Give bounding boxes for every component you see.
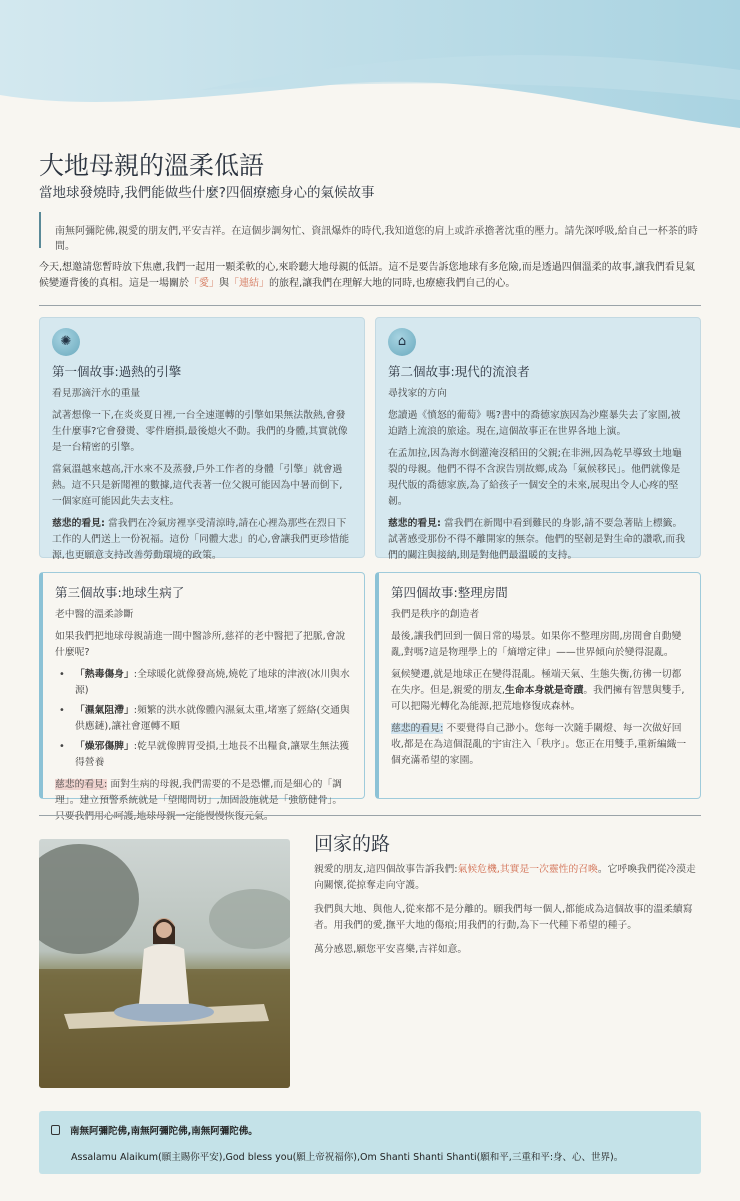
story-card-2 xyxy=(375,317,701,561)
story-paragraph: 在孟加拉,因為海水倒灌淹沒稻田的父親;在非洲,因為乾旱導致土地龜裂的母親。他們不得不含淚告別故鄉,成為「氣候移民」。他們就像是現代版的喬德家族,為了給孩子一個安全的未來,展現出令人心疼的堅韌。 xyxy=(388,448,682,507)
story-tagline: 尋找家的方向 xyxy=(388,388,447,399)
page-subtitle: 當地球發燒時,我們能做些什麼?四個療癒身心的氣候故事 xyxy=(39,185,375,201)
intro-paragraph: 今天,想邀請您暫時放下焦慮,我們一起用一顆柔軟的心,來聆聽大地母親的低語。這不是要告訴您地球有多危險,而是透過四個溫柔的故事,讓我們看見氣候變遷背後的真相。這是一場關於「愛」與「連結」的旅程,讓我們在理解大地的同時,也療癒我們自己的心。 xyxy=(39,262,695,289)
blessing-footer xyxy=(39,1111,701,1174)
list-item: • 「熱毒傷身」:全球暖化就像發高燒,燒乾了地球的津液(冰川與水源) xyxy=(55,667,352,699)
page-title: 大地母親的溫柔低語 xyxy=(39,151,265,180)
blessing-multifaith: Assalamu Alaikum(願主賜你平安),God bless you(願上帝祝福你),Om Shanti Shanti Shanti(願和平,三重和平:身、心、世界)。 xyxy=(71,1152,624,1163)
story-tagline: 看見那滴汗水的重量 xyxy=(52,388,141,399)
divider xyxy=(39,815,701,816)
story-card-4 xyxy=(375,572,701,799)
story-paragraph: 當氣溫越來越高,汗水來不及蒸發,戶外工作者的身體「引擎」就會過熱。這不只是新聞裡的數據,這代表著一位父親可能因為中暑而倒下,一個家庭可能因此失去支柱。 xyxy=(52,464,343,507)
header-wave-decoration xyxy=(0,0,740,135)
story-tagline: 老中醫的溫柔診斷 xyxy=(55,609,134,620)
story-card-1 xyxy=(39,317,365,561)
story-paragraph: 如果我們把地球母親請進一間中醫診所,慈祥的老中醫把了把脈,會說什麼呢? xyxy=(55,631,346,658)
story-card-3 xyxy=(39,572,365,822)
home-heart-icon: ⌂ xyxy=(388,328,416,356)
story-insight: 慈悲的看見: 當我們在冷氣房裡享受清涼時,請在心裡為那些在烈日下工作的人們送上一份祝福。這份「同體大悲」的心,會讓我們更珍惜能源,也更願意支持改善勞動環境的政策。 xyxy=(52,518,350,561)
story-paragraph: 氣候變遷,就是地球正在變得混亂。極端天氣、生態失衡,彷彿一切都在失序。但是,親愛的朋友,生命本身就是奇蹟。我們擁有智慧與雙手,可以把陽光轉化為能源,把荒地修復成森林。 xyxy=(391,669,685,712)
section-title: 回家的路 xyxy=(314,833,391,855)
note-icon xyxy=(51,1125,60,1135)
story-paragraph: 最後,讓我們回到一個日常的場景。如果你不整理房間,房間會自動變亂,對嗎?這是物理學上的「熵增定律」——世界傾向於變得混亂。 xyxy=(391,631,682,658)
story-insight: 慈悲的看見: 面對生病的母親,我們需要的不是恐懼,而是細心的「調理」。建立預警系統就是「望聞問切」,加固設施就是「強筋健骨」。只要我們用心呵護,地球母親一定能慢慢恢復元氣。 xyxy=(55,779,343,822)
home-paragraph: 親愛的朋友,這四個故事告訴我們:氣候危機,其實是一次靈性的召喚。它呼喚我們從冷漠走向關懷,從掠奪走向守護。 xyxy=(314,864,696,891)
story-title: 第一個故事:過熱的引擎 xyxy=(52,364,182,379)
diagnosis-list xyxy=(55,667,352,771)
way-home-section xyxy=(314,833,704,966)
greeting-quote: 南無阿彌陀佛,親愛的朋友們,平安吉祥。在這個步調匆忙、資訊爆炸的時代,我知道您的肩上或許承擔著沈重的壓力。請先深呼吸,給自己一杯茶的時間。 xyxy=(39,212,701,248)
story-insight: 慈悲的看見: 當我們在新聞中看到難民的身影,請不要急著貼上標籤。試著感受那份不得不離開家的無奈。他們的堅韌是對生命的讚歌,而我們的關注與接納,則是對他們最溫暖的支持。 xyxy=(388,518,686,561)
story-title: 第三個故事:地球生病了 xyxy=(55,585,185,600)
story-title: 第四個故事:整理房間 xyxy=(391,585,508,600)
home-paragraph: 萬分感恩,願您平安喜樂,吉祥如意。 xyxy=(314,944,468,955)
list-item: • 「燥邪傷脾」:乾旱就像脾胃受損,土地長不出糧食,讓眾生無法獲得營養 xyxy=(55,739,352,771)
home-paragraph: 我們與大地、與他人,從來都不是分離的。願我們每一個人,都能成為這個故事的溫柔續寫者。用我們的愛,撫平大地的傷痕;用我們的行動,為下一代種下希望的種子。 xyxy=(314,904,693,931)
sun-gear-icon: ✺ xyxy=(52,328,80,356)
divider xyxy=(39,305,701,306)
story-title: 第二個故事:現代的流浪者 xyxy=(388,364,530,379)
story-paragraph: 試著想像一下,在炎炎夏日裡,一台全速運轉的引擎如果無法散熱,會發生什麼事?它會發燙、零件磨損,最後熄火不動。我們的身體,其實就像是一台精密的引擎。 xyxy=(52,410,348,453)
story-paragraph: 您讀過《憤怒的葡萄》嗎?書中的喬德家族因為沙塵暴失去了家園,被迫踏上流浪的旅途。現在,這個故事正在世界各地上演。 xyxy=(388,410,681,437)
story-tagline: 我們是秩序的創造者 xyxy=(391,609,480,620)
blessing-line: 南無阿彌陀佛,南無阿彌陀佛,南無阿彌陀佛。 xyxy=(70,1126,258,1137)
story-insight: 慈悲的看見: 不要覺得自己渺小。您每一次隨手關燈、每一次做好回收,都是在為這個混亂的宇宙注入「秩序」。您正在用雙手,重新編織一個充滿希望的家園。 xyxy=(391,723,687,766)
meditation-photo xyxy=(39,839,290,1088)
list-item: • 「濕氣阻滯」:頻繁的洪水就像體內濕氣太重,堵塞了經絡(交通與供應鏈),讓社會運轉不順 xyxy=(55,703,352,735)
